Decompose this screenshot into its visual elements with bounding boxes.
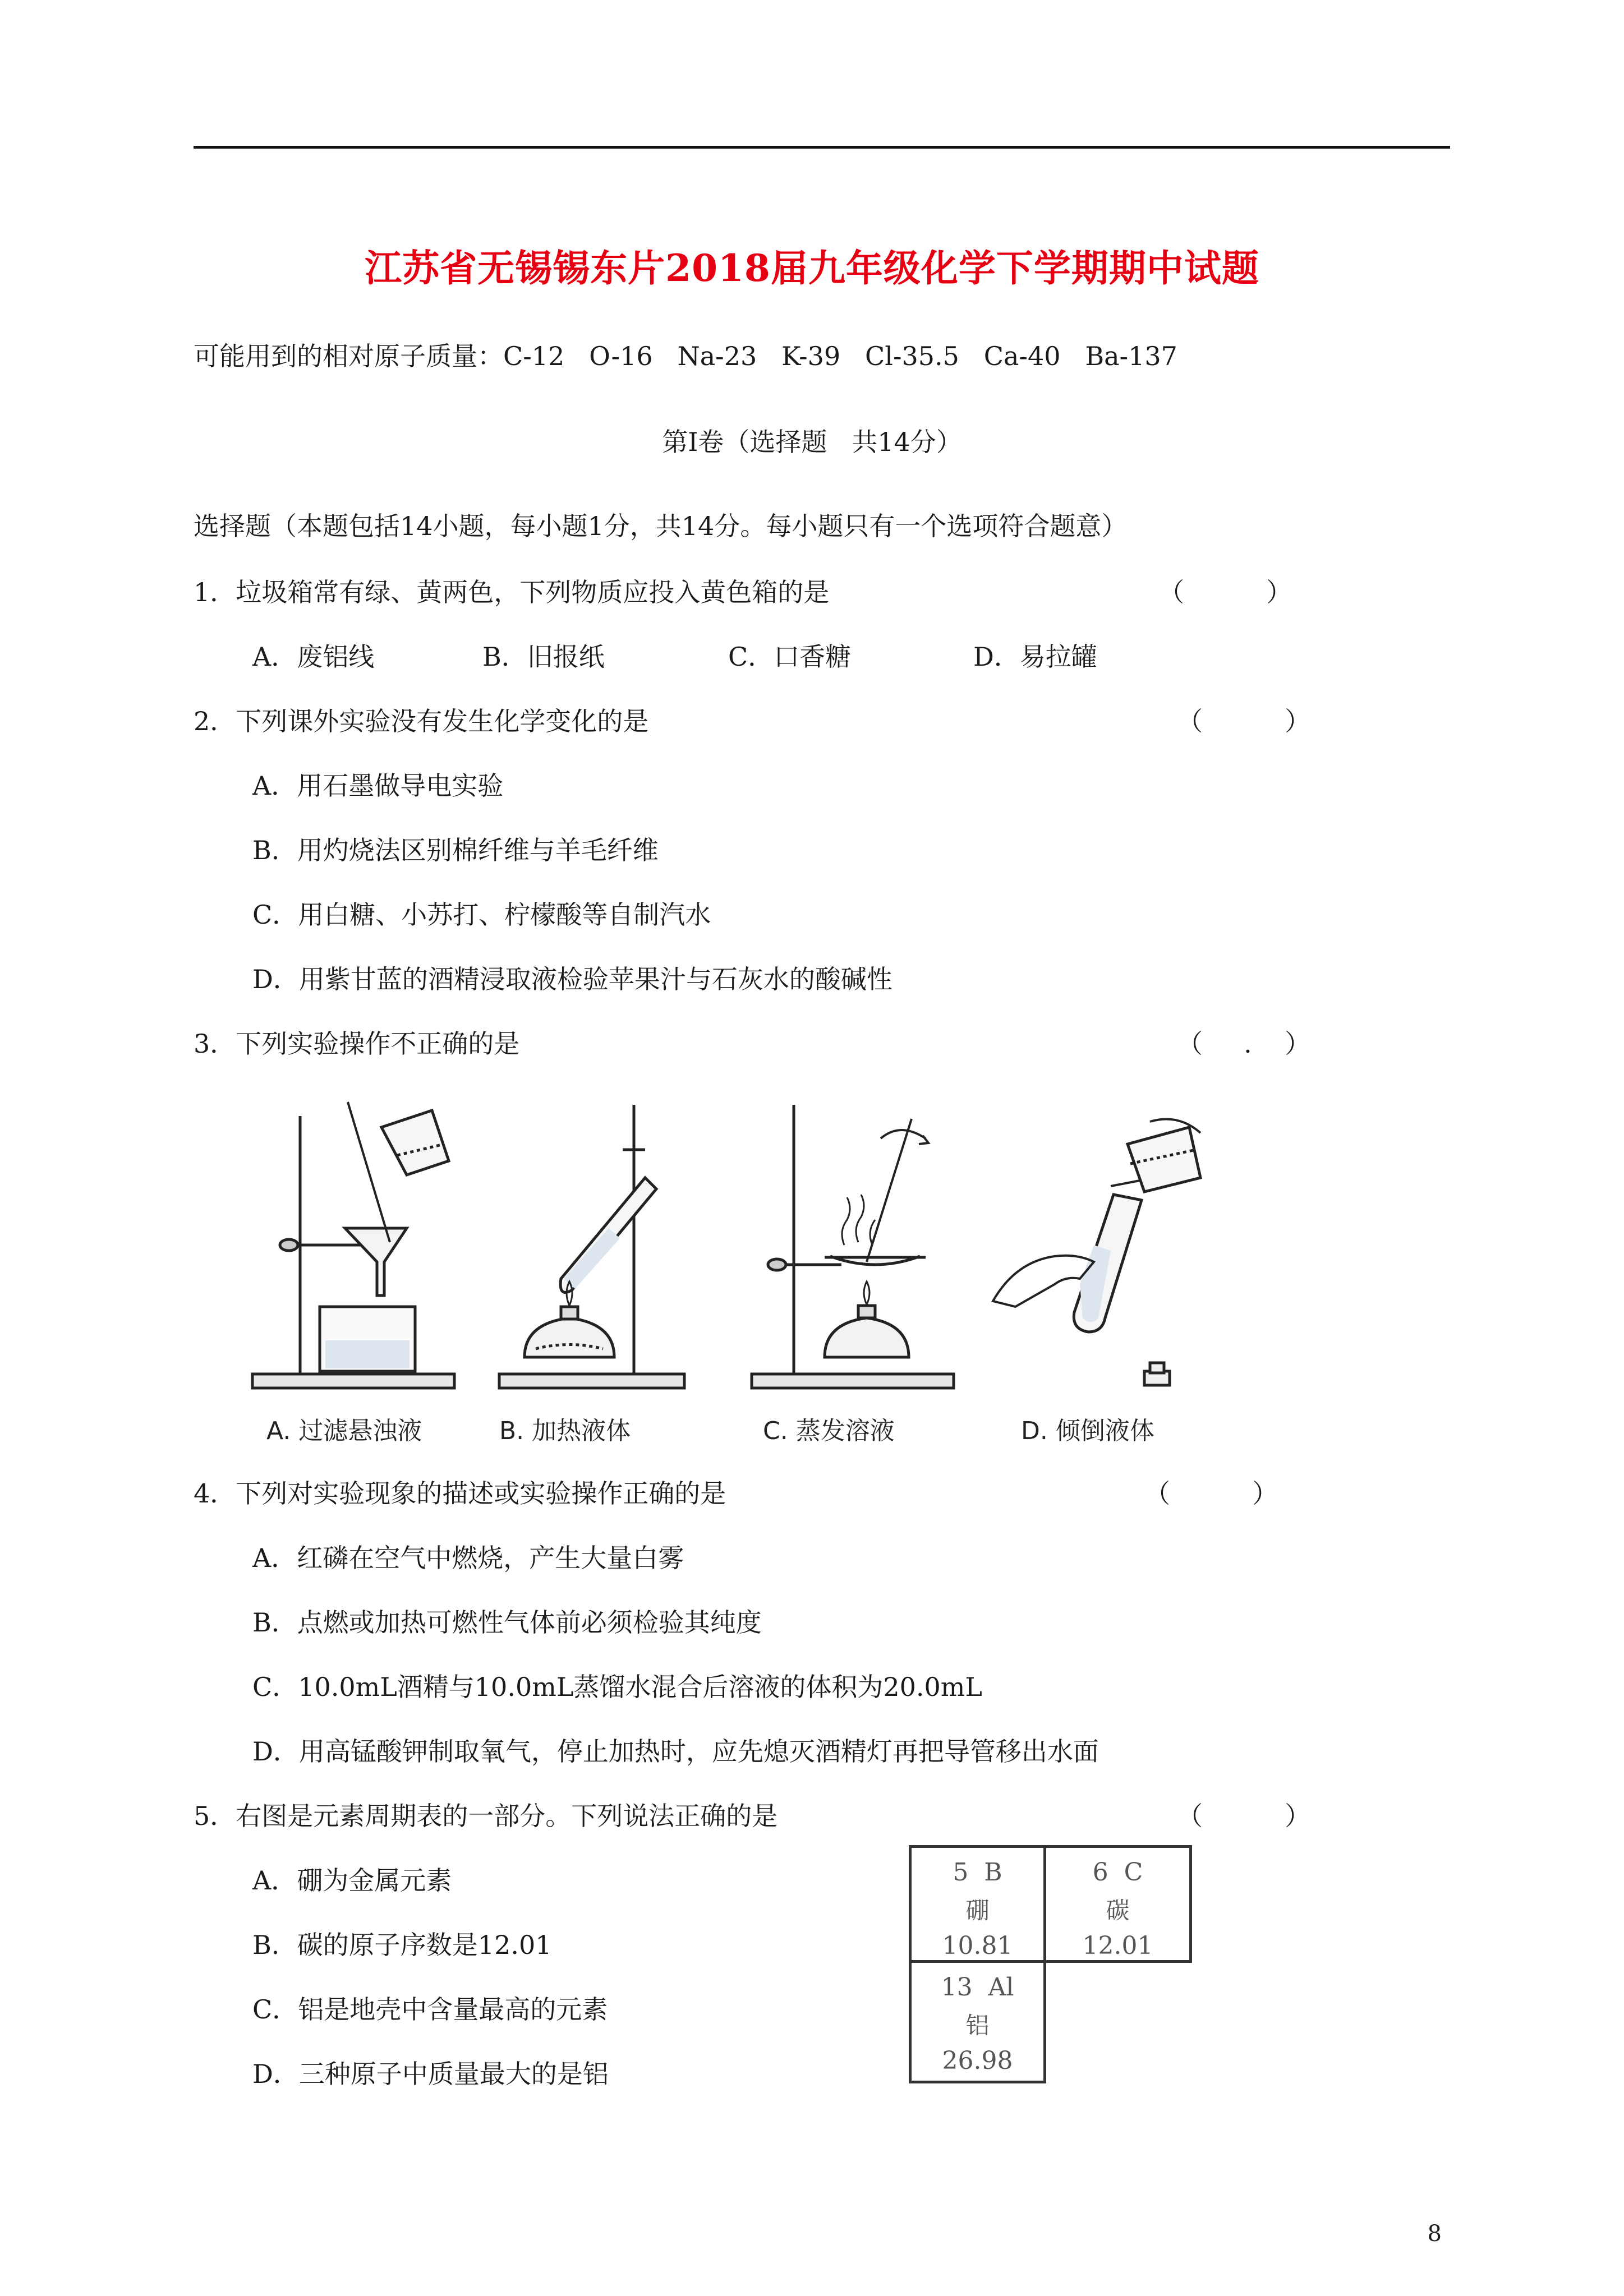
q2-option-b: B．用灼烧法区别棉纤维与羊毛纤维 [252,835,659,865]
caption-b: B. 加热液体 [499,1417,631,1445]
element-carbon-mass: 12.01 [1082,1931,1153,1960]
q2-option-d: D．用紫甘蓝的酒精浸取液检验苹果汁与石灰水的酸碱性 [252,964,892,994]
element-carbon-name: 碳 [1106,1897,1130,1924]
q4-option-b: B．点燃或加热可燃性气体前必须检验其纯度 [252,1607,762,1638]
figure-heating [494,1094,707,1396]
figure-pouring [982,1116,1217,1396]
element-carbon-number-symbol: 6 C [1092,1858,1143,1887]
q1-option-d: D．易拉罐 [973,642,1097,672]
q5-option-c: C．铝是地壳中含量最高的元素 [252,1994,608,2025]
q2-option-c: C．用白糖、小苏打、柠檬酸等自制汽水 [252,900,711,930]
q3-stem: 3．下列实验操作不正确的是 [194,1029,520,1059]
q5-option-d: D．三种原子中质量最大的是铝 [252,2059,609,2089]
q2-answer-paren: （ ） [1177,706,1311,736]
figure-evaporation [746,1094,959,1396]
element-cell-aluminum [909,1960,1046,2083]
q1-answer-paren: （ ） [1158,577,1292,607]
element-aluminum-number-symbol: 13 Al [941,1973,1014,2002]
q1-stem: 1．垃圾箱常有绿、黄两色，下列物质应投入黄色箱的是 [194,577,830,607]
q4-option-c: C．10.0mL酒精与10.0mL蒸馏水混合后溶液的体积为20.0mL [252,1672,982,1702]
element-aluminum-name: 铝 [965,2012,990,2039]
element-boron-name: 硼 [965,1897,990,1924]
caption-c: C. 蒸发溶液 [763,1417,895,1445]
q4-answer-paren: （ ） [1144,1478,1278,1509]
periodic-table-fragment [909,1845,1192,2083]
q4-option-d: D．用高锰酸钾制取氧气，停止加热时，应先熄灭酒精灯再把导管移出水面 [252,1736,1099,1767]
element-cell-boron [909,1845,1046,1963]
page-title: 江苏省无锡锡东片2018届九年级化学下学期期中试题 [365,246,1259,290]
instructions: 选择题（本题包括14小题，每小题1分，共14分。每小题只有一个选项符合题意） [194,511,1128,541]
q5-answer-paren: （ ） [1177,1801,1311,1831]
q1-option-b: B．旧报纸 [482,642,605,672]
page-number: 8 [1427,2221,1442,2247]
atomic-masses: 可能用到的相对原子质量：C-12 O-16 Na-23 K-39 Cl-35.5 Ca-40 Ba-137 [194,341,1177,371]
section-title: 第Ⅰ卷（选择题 共14分） [662,427,962,457]
q4-stem: 4．下列对实验现象的描述或实验操作正确的是 [194,1478,726,1509]
element-boron-mass: 10.81 [942,1931,1013,1960]
element-boron-number-symbol: 5 B [953,1858,1002,1887]
q2-option-a: A．用石墨做导电实验 [252,771,504,801]
q1-option-a: A．废铝线 [252,642,375,672]
q1-option-c: C．口香糖 [728,642,852,672]
q5-option-a: A．硼为金属元素 [252,1865,452,1896]
q3-answer-paren: （ . ） [1177,1029,1311,1059]
caption-a: A. 过滤悬浊液 [266,1417,422,1445]
element-cell-carbon [1043,1845,1192,1963]
header-rule [194,146,1450,149]
q5-stem: 5．右图是元素周期表的一部分。下列说法正确的是 [194,1801,778,1831]
q4-option-a: A．红磷在空气中燃烧，产生大量白雾 [252,1543,684,1573]
caption-d: D. 倾倒液体 [1021,1417,1154,1445]
figure-filtration [247,1094,460,1396]
q5-option-b: B．碳的原子序数是12.01 [252,1930,552,1960]
element-aluminum-mass: 26.98 [942,2046,1013,2075]
q2-stem: 2．下列课外实验没有发生化学变化的是 [194,706,649,736]
